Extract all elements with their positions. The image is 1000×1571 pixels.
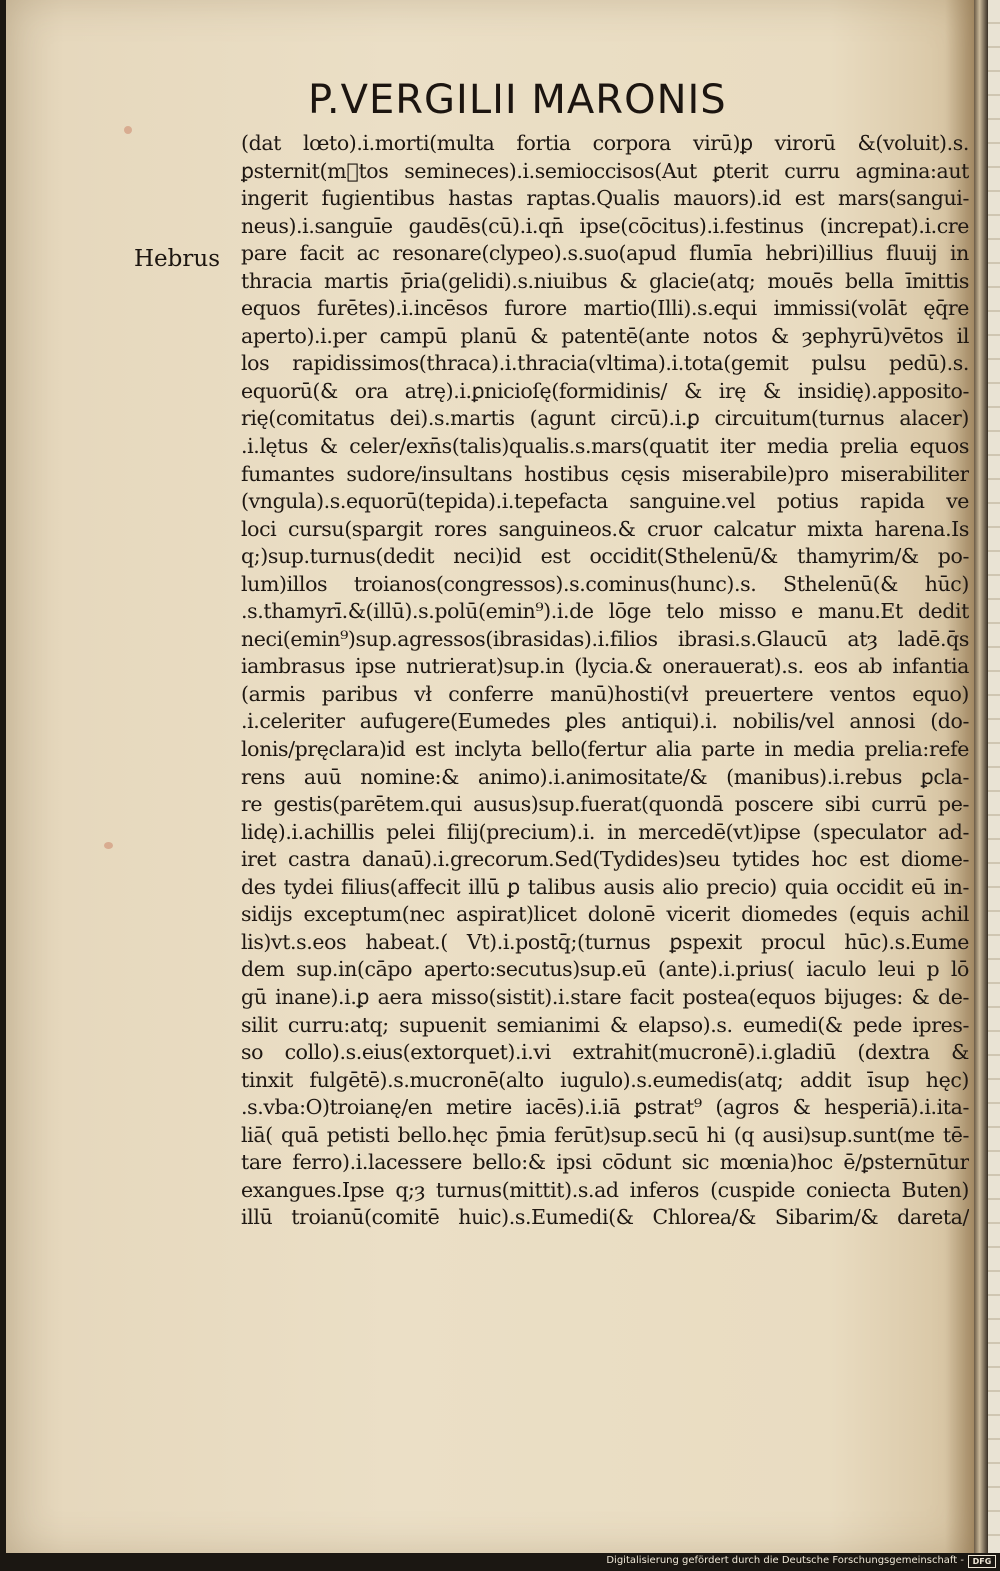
page-edge-strip — [988, 0, 1000, 1553]
marginal-note: Hebrus — [134, 246, 221, 272]
text-line: equorū(& ora atrę).i.ꝑnicioſę(formidinis/ & irę & insidię).apposito- — [241, 378, 969, 403]
text-line: .i.celeriter aufugere(Eumedes ꝑles antiqui).i. nobilis/vel annosi (do- — [241, 709, 969, 734]
text-line: liā( quā petisti bello.hęc p̄mia ferūt)sup.secū hi (q ausi)sup.sunt(me tē- — [241, 1122, 969, 1147]
text-line: gū inane).i.ꝑ aera misso(sistit).i.stare facit postea(equos bijuges: & de- — [241, 984, 969, 1009]
text-line: thracia martis p̄ria(gelidi).s.niuibus & glacie(atq; mouēs bella īmittis — [241, 268, 969, 293]
text-line: so collo).s.eius(extorquet).i.vi extrahit(mucronē).i.gladiū (dextra & — [241, 1040, 969, 1065]
text-line: .s.vba:O)troianę/en metire iacēs).i.iā ꝑstrat⁹ (agros & hesperiā).i.ita- — [241, 1095, 969, 1120]
text-line: lonis/pręclara)id est inclyta bello(fertur alia parte in media prelia:refe — [241, 737, 969, 762]
paper-stain — [124, 126, 132, 134]
text-line: neus).i.sanguīe gaudēs(cū).i.qn̄ ipse(cōcitus).i.festinus (increpat).i.cre — [241, 213, 969, 238]
text-line: sidijs exceptum(nec aspirat)licet dolonē vicerit diomedes (equis achil — [241, 902, 969, 927]
text-line: ꝑsternit(m᷑tos semineces).i.semioccisos(Aut ꝑterit curru agmina:aut — [241, 158, 969, 183]
text-line: neci(emin⁹)sup.agressos(ibrasidas).i.filios ibrasi.s.Glaucū atȝ ladē.q̄s — [241, 626, 969, 651]
text-line: lidę).i.achillis pelei filij(precium).i. in mercedē(vt)ipse (speculator ad- — [241, 819, 969, 844]
text-line: loci cursu(spargit rores sanguineos.& cruor calcatur mixta harena.Is — [241, 516, 969, 541]
running-head: P.VERGILII MARONIS — [308, 77, 727, 123]
text-line: dem sup.in(cāpo aperto:secutus)sup.eū (ante).i.prius( iaculo leui p lō — [241, 957, 969, 982]
text-line: tare ferro).i.lacessere bello:& ipsi cōdunt sic mœnia)hoc ē/ꝑsternūtur — [241, 1150, 969, 1175]
digitization-credit: Digitalisierung gefördert durch die Deutsche Forschungsgemeinschaft - — [606, 1555, 964, 1566]
text-line: ingerit fugientibus hastas raptas.Qualis mauors).id est mars(sangui- — [241, 186, 969, 211]
text-line: .s.thamyrī.&(illū).s.polū(emin⁹).i.de lōge telo misso e manu.Et dedit — [241, 599, 969, 624]
text-line: (vngula).s.equorū(tepida).i.tepefacta sanguine.vel potius rapida ve — [241, 489, 969, 514]
text-line: re gestis(parētem.qui ausus)sup.fuerat(quondā poscere sibi currū pe- — [241, 792, 969, 817]
text-line: illū troianū(comitē huic).s.Eumedi(& Chlorea/& Sibarim/& dareta/ — [241, 1205, 969, 1230]
text-line: (armis paribus vł conferre manū)hosti(vł preuertere ventos equo) — [241, 681, 969, 706]
text-line: equos furētes).i.incēsos furore martio(Illi).s.equi immissi(volāt ęq̄re — [241, 296, 969, 321]
text-line: lis)vt.s.eos habeat.( Vt).i.postq̄;(turnus ꝑspexit procul hūc).s.Eume — [241, 929, 969, 954]
text-line: lum)illos troianos(congressos).s.cominus(hunc).s. Sthelenū(& hūc) — [241, 571, 969, 596]
text-line: tinxit fulgētē).s.mucronē(alto iugulo).s.eumedis(atq; addit īsup hęc) — [241, 1067, 969, 1092]
text-line: los rapidissimos(thraca).i.thracia(vltima).i.tota(gemit pulsu pedū).s. — [241, 351, 969, 376]
text-line: rens auū nomine:& animo).i.animositate/& (manibus).i.rebus ꝑcla- — [241, 764, 969, 789]
text-line: rię(comitatus dei).s.martis (agunt circū).i.ꝑ circuitum(turnus alacer) — [241, 406, 969, 431]
text-line: fumantes sudore/insultans hostibus cęsis miserabile)pro miserabiliter — [241, 461, 969, 486]
text-line: des tydei filius(affecit illū ꝑ talibus ausis alio precio) quia occidit eū in- — [241, 874, 969, 899]
text-line: iambrasus ipse nutrierat)sup.in (lycia.& onerauerat).s. eos ab infantia — [241, 654, 969, 679]
page-gutter — [974, 0, 988, 1553]
text-line: aperto).i.per campū planū & patentē(ante notos & ȝephyrū)vētos il — [241, 323, 969, 348]
text-line: .i.lętus & celer/exn̄s(talis)qualis.s.mars(quatit iter media prelia equos — [241, 434, 969, 459]
paper-stain — [104, 842, 113, 849]
text-line: silit curru:atq; supuenit semianimi & elapso).s. eumedi(& pede ipres- — [241, 1012, 969, 1037]
text-line: pare facit ac resonare(clypeo).s.suo(apud flumīa hebri)illius fluuij in — [241, 241, 969, 266]
text-line: (dat lœto).i.morti(multa fortia corpora virū)ꝑ virorū &(voluit).s. — [241, 131, 969, 155]
text-line: exangues.Ipse q;ȝ turnus(mittit).s.ad inferos (cuspide coniecta Buten) — [241, 1177, 969, 1202]
dfg-logo: DFG — [968, 1555, 996, 1568]
commentary-text-block — [241, 130, 969, 1232]
text-line: iret castra danaū).i.grecorum.Sed(Tydides)seu tytides hoc est diome- — [241, 847, 969, 872]
text-line: q;)sup.turnus(dedit neci)id est occidit(Sthelenū/& thamyrim/& po- — [241, 544, 969, 569]
